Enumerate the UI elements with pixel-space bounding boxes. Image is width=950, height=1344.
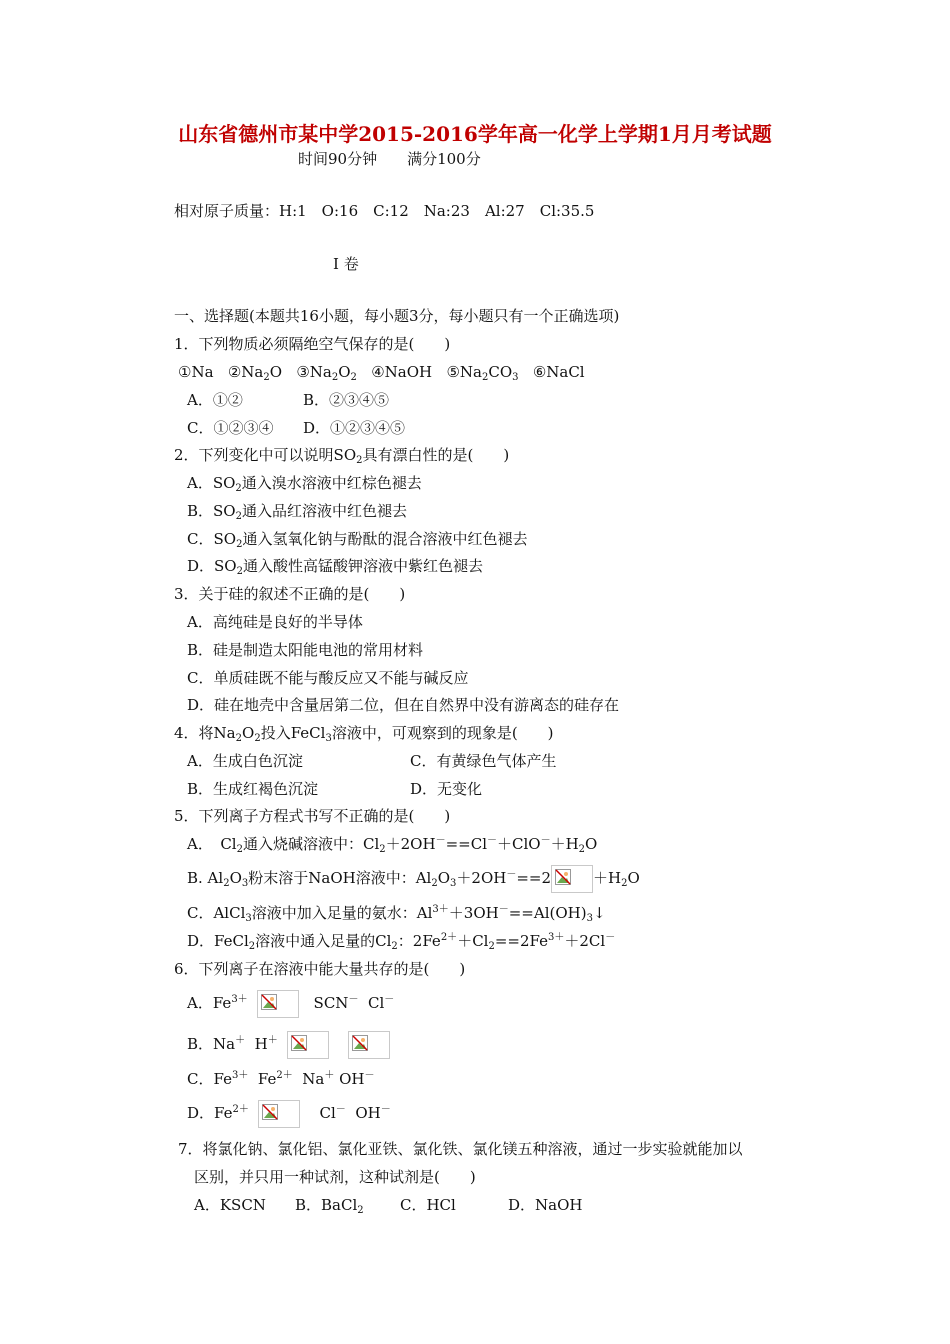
question-4-option-c: C．有黄绿色气体产生 xyxy=(410,752,557,770)
question-7-option-d: D．NaOH xyxy=(508,1196,583,1214)
volume-heading: Ⅰ 卷 xyxy=(333,255,359,273)
question-6-option-b: B．Na＋ H＋ xyxy=(187,1028,390,1060)
question-3-option-a: A．高纯硅是良好的半导体 xyxy=(187,613,363,631)
question-6-stem: 6．下列离子在溶液中能大量共存的是( ) xyxy=(174,960,466,978)
section-heading: 一、选择题(本题共16小题，每小题3分，每小题只有一个正确选项) xyxy=(174,307,620,325)
question-5-stem: 5．下列离子方程式书写不正确的是( ) xyxy=(174,807,451,825)
question-4-option-b: B．生成红褐色沉淀 xyxy=(187,780,319,798)
question-3-option-c: C．单质硅既不能与酸反应又不能与碱反应 xyxy=(187,669,469,687)
question-7-option-b: B．BaCl$_2$ xyxy=(295,1196,364,1216)
question-1-option-a: A．①② xyxy=(187,391,243,409)
question-2-option-b: B．$SO_2$通入品红溶液中红色褪去 xyxy=(187,502,407,522)
broken-image-icon xyxy=(287,1031,329,1059)
document-title: 山东省德州市某中学2015-2016学年高一化学上学期1月月考试题 xyxy=(178,122,772,146)
question-6-option-a: A．$Fe^{3+}$ SCN－ Cl－ xyxy=(187,987,394,1019)
question-2-option-c: C．$SO_2$通入氢氧化钠与酚酞的混合溶液中红色褪去 xyxy=(187,530,528,550)
broken-image-icon xyxy=(258,1100,300,1128)
atomic-mass-line: 相对原子质量：H:1 O:16 C:12 Na:23 Al:27 Cl:35.5 xyxy=(174,202,595,220)
question-1-option-d: D．①②③④⑤ xyxy=(303,419,406,437)
broken-image-icon xyxy=(348,1031,390,1059)
question-2-option-a: A．$SO_2$通入溴水溶液中红棕色褪去 xyxy=(187,474,422,494)
question-5-option-d: D．FeCl$_2$溶液中通入足量的$Cl_2$：$2Fe^{2+}+Cl_2==2Fe^{3+}+2Cl^-$ xyxy=(187,932,616,952)
question-5-option-b: B. $Al_2O_3$粉末溶于NaOH溶液中：$Al_2O_3+2OH^-==2$ $+H_2O$ xyxy=(187,862,640,894)
question-7-option-c: C．HCl xyxy=(400,1196,456,1214)
broken-image-icon xyxy=(551,865,593,893)
question-4-option-a: A．生成白色沉淀 xyxy=(187,752,303,770)
question-3-option-d: D．硅在地壳中含量居第二位，但在自然界中没有游离态的硅存在 xyxy=(187,696,620,714)
question-1-stem: 1．下列物质必须隔绝空气保存的是( ) xyxy=(174,335,451,353)
question-1-items: ①Na $②Na_2O$ $③Na_2O_2$ ④NaOH $⑤Na_2CO_3$ ⑥NaCl xyxy=(178,363,585,383)
question-7-option-a: A．KSCN xyxy=(194,1196,266,1214)
question-6-option-d: D．$Fe^{2+}$ Cl－ OH－ xyxy=(187,1097,391,1129)
question-7-stem-line2: 区别，并只用一种试剂，这种试剂是( ) xyxy=(194,1168,476,1186)
exam-info: 时间90分钟 满分100分 xyxy=(298,150,481,168)
broken-image-icon xyxy=(257,990,299,1018)
question-4-stem: 4．将$Na_2O_2$投入FeCl$_3$溶液中，可观察到的现象是( ) xyxy=(174,724,554,744)
question-1-option-b: B．②③④⑤ xyxy=(303,391,390,409)
question-5-option-a: A． $Cl_2$通入烧碱溶液中：$Cl_2+2OH^-==Cl^-+ClO^-+H_2O$ xyxy=(187,835,598,855)
question-5-option-c: C．AlCl$_3$溶液中加入足量的氨水：$Al^{3+}+3OH^-==Al(OH)_3↓$ xyxy=(187,904,606,924)
question-2-option-d: D．$SO_2$通入酸性高锰酸钾溶液中紫红色褪去 xyxy=(187,557,483,577)
question-7-stem-line1: 7．将氯化钠、氯化铝、氯化亚铁、氯化铁、氯化镁五种溶液，通过一步实验就能加以 xyxy=(178,1140,743,1158)
question-2-stem: 2．下列变化中可以说明$SO_2$具有漂白性的是( ) xyxy=(174,446,510,466)
question-1-option-c: C．①②③④ xyxy=(187,419,274,437)
question-4-option-d: D．无变化 xyxy=(410,780,483,798)
question-3-stem: 3．关于硅的叙述不正确的是( ) xyxy=(174,585,406,603)
question-6-option-c: C．$Fe^{3+}$ $Fe^{2+}$ Na＋ OH－ xyxy=(187,1070,375,1088)
question-3-option-b: B．硅是制造太阳能电池的常用材料 xyxy=(187,641,424,659)
